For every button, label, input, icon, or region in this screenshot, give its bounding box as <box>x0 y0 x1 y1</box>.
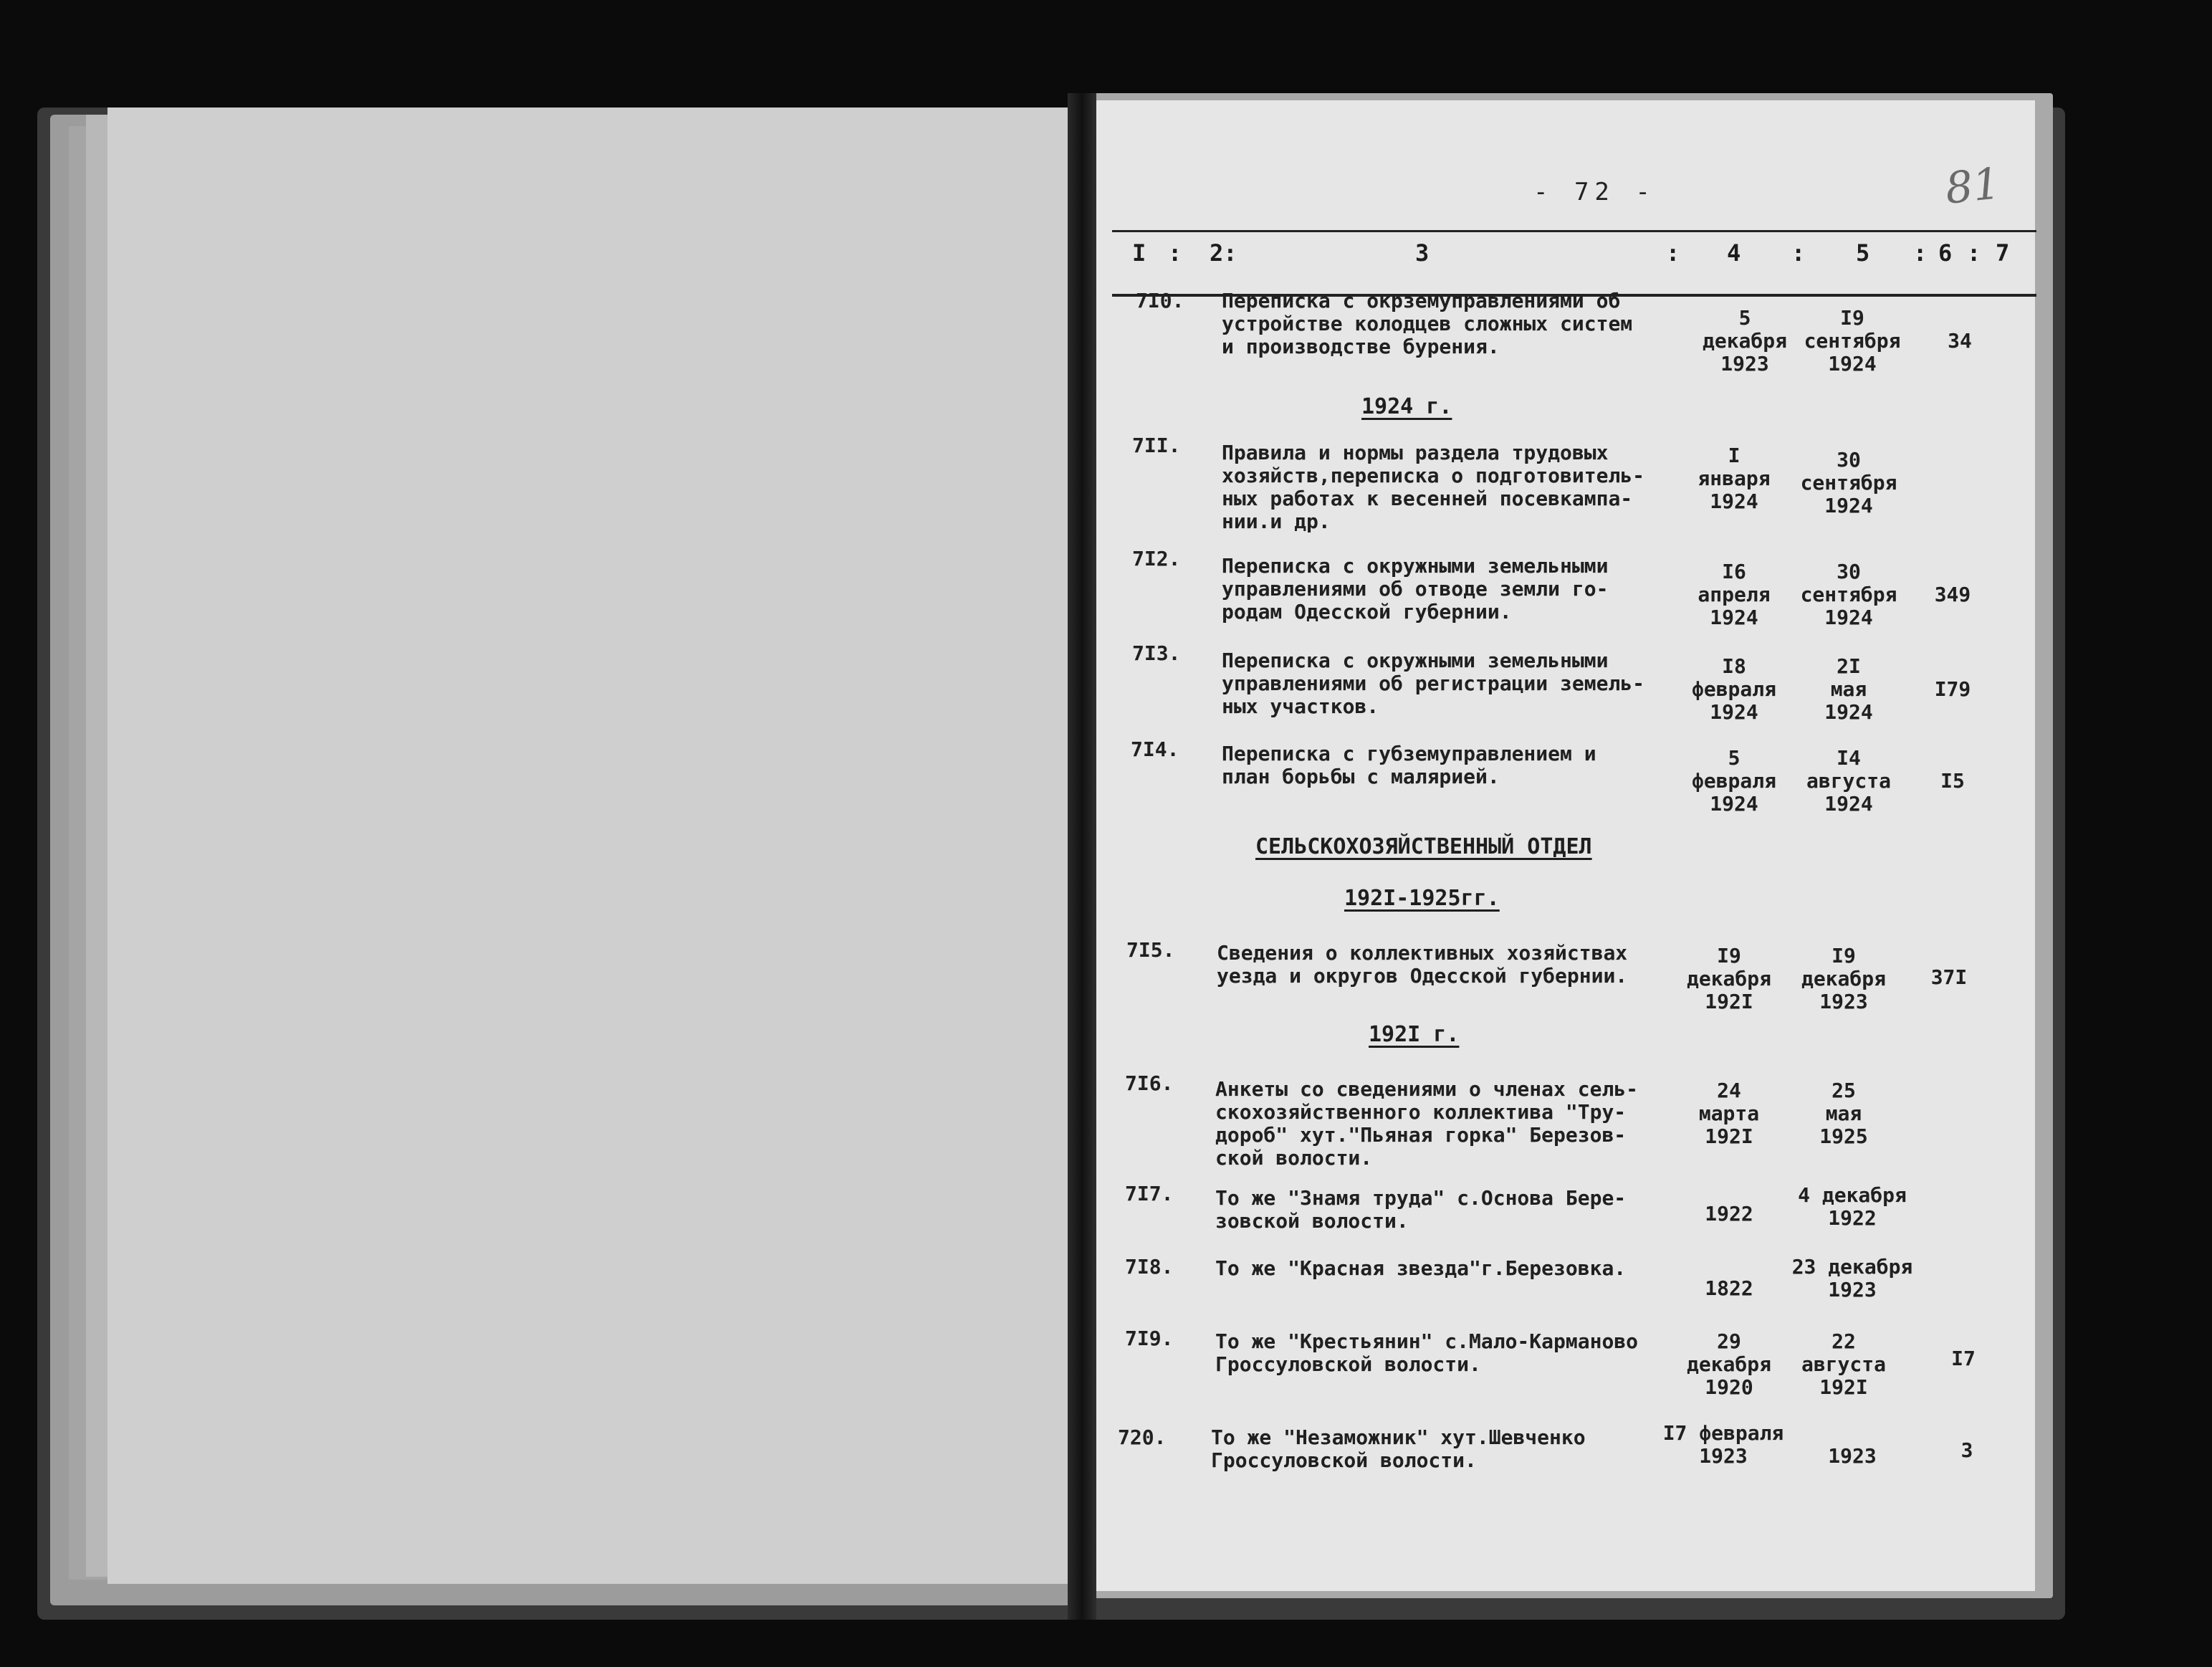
section-year-1924: 1924 г. <box>1361 394 1452 419</box>
entry-number: 7I0. <box>1136 289 1184 312</box>
entry-number: 7I8. <box>1125 1255 1174 1279</box>
entry-sheet-count: I5 <box>1940 769 1965 793</box>
entry-description: Переписка с окрземуправлениями об устройстве колодцев сложных систем и производстве бурения. <box>1222 289 1633 358</box>
section-years-1921-1925: 192I-1925гг. <box>1344 886 1500 911</box>
column-header-7: 7 <box>1996 239 2010 267</box>
entry-end-date: 25 мая 1925 <box>1819 1079 1868 1148</box>
entry-description: Переписка с окружными земельными управлениями об отводе земли го- родам Одесской губернии. <box>1222 554 1609 624</box>
entry-start-date: I8 февраля 1924 <box>1691 654 1776 724</box>
section-department: СЕЛЬСКОХОЗЯЙСТВЕННЫЙ ОТДЕЛ <box>1255 834 1592 859</box>
section-year-1921: 192I г. <box>1369 1022 1460 1047</box>
entry-number: 7I9. <box>1125 1327 1174 1350</box>
entry-description: То же "Красная звезда"г.Березовка. <box>1215 1256 1627 1280</box>
entry-sheet-count: 349 <box>1934 583 1971 606</box>
entry-start-date: 5 декабря 1923 <box>1702 306 1787 376</box>
entry-number: 7II. <box>1132 434 1181 457</box>
entry-number: 7I2. <box>1132 547 1181 570</box>
entry-description: Правила и нормы раздела трудовых хозяйств,переписка о подготовитель- ных работах к весенней посевкампа- нии.и др. <box>1222 441 1645 533</box>
entry-end-date: 2I мая 1924 <box>1824 654 1873 724</box>
entry-end-date: 23 декабря 1923 <box>1791 1255 1913 1301</box>
column-header-4: 4 <box>1727 239 1741 267</box>
table-rule-top <box>1112 230 2036 232</box>
entry-end-date: 30 сентября 1924 <box>1800 560 1897 629</box>
entry-number: 7I6. <box>1125 1071 1174 1095</box>
entry-start-date: 24 марта 192I <box>1698 1079 1760 1148</box>
entry-sheet-count: I7 <box>1951 1347 1976 1370</box>
column-header-1: I <box>1132 239 1146 267</box>
column-header-sep: : <box>1666 239 1680 267</box>
column-header-3: 3 <box>1415 239 1430 267</box>
entry-description: Сведения о коллективных хозяйствах уезда и округов Одесской губернии. <box>1217 941 1628 988</box>
entry-number: 7I5. <box>1126 938 1175 962</box>
entry-end-date: I9 сентября 1924 <box>1804 306 1901 376</box>
left-page-blank <box>107 108 1075 1584</box>
entry-start-date: I9 декабря 192I <box>1686 944 1771 1013</box>
column-header-sep: : <box>1168 239 1182 267</box>
archive-page-number: 81 <box>1943 158 2003 214</box>
entry-start-date: 5 февраля 1924 <box>1691 746 1776 816</box>
column-header-6: 6 <box>1938 239 1953 267</box>
entry-start-date: I января 1924 <box>1698 444 1771 513</box>
entry-description: Анкеты со сведениями о членах сель- скохозяйственного коллектива "Тру- дороб" хут."Пьяная горка" Березов- ской волости. <box>1215 1077 1639 1170</box>
column-header-sep: : <box>1913 239 1928 267</box>
entry-number: 720. <box>1118 1425 1167 1449</box>
page-number: - 72 - <box>1533 178 1656 206</box>
column-header-sep: : <box>1791 239 1806 267</box>
entry-end-date: I9 декабря 1923 <box>1801 944 1886 1013</box>
entry-number: 7I4. <box>1131 737 1179 761</box>
entry-sheet-count: I79 <box>1934 677 1971 701</box>
entry-end-date: 30 сентября 1924 <box>1800 448 1897 517</box>
entry-start-date: 1922 <box>1705 1202 1753 1226</box>
entry-number: 7I7. <box>1125 1182 1174 1205</box>
entry-description: То же "Незаможник" хут.Шевченко Гроссуловской волости. <box>1211 1425 1586 1472</box>
entry-start-date: 1822 <box>1705 1276 1753 1300</box>
entry-description: Переписка с окружными земельными управлениями об регистрации земель- ных участков. <box>1222 649 1645 718</box>
entry-start-date: I7 февраля 1923 <box>1662 1421 1784 1468</box>
entry-description: Переписка с губземуправлением и план борьбы с малярией. <box>1222 742 1596 788</box>
entry-end-date: 4 декабря 1922 <box>1798 1183 1907 1230</box>
entry-description: То же "Крестьянин" с.Мало-Карманово Гроссуловской волости. <box>1215 1329 1639 1376</box>
entry-start-date: 29 декабря 1920 <box>1686 1329 1771 1399</box>
entry-end-date: I4 августа 1924 <box>1806 746 1891 816</box>
entry-start-date: I6 апреля 1924 <box>1698 560 1771 629</box>
entry-end-date: 1923 <box>1828 1444 1877 1468</box>
entry-sheet-count: 37I <box>1930 965 1968 989</box>
entry-sheet-count: 3 <box>1960 1438 1973 1462</box>
entry-sheet-count: 34 <box>1948 329 1972 353</box>
entry-description: То же "Знамя труда" с.Основа Бере- зовской волости. <box>1215 1186 1627 1233</box>
entry-number: 7I3. <box>1132 641 1181 665</box>
column-header-5: 5 <box>1856 239 1870 267</box>
entry-end-date: 22 августа 192I <box>1801 1329 1886 1399</box>
column-header-sep: : <box>1967 239 1981 267</box>
book-gutter <box>1068 93 1096 1620</box>
column-header-2: 2: <box>1210 239 1237 267</box>
